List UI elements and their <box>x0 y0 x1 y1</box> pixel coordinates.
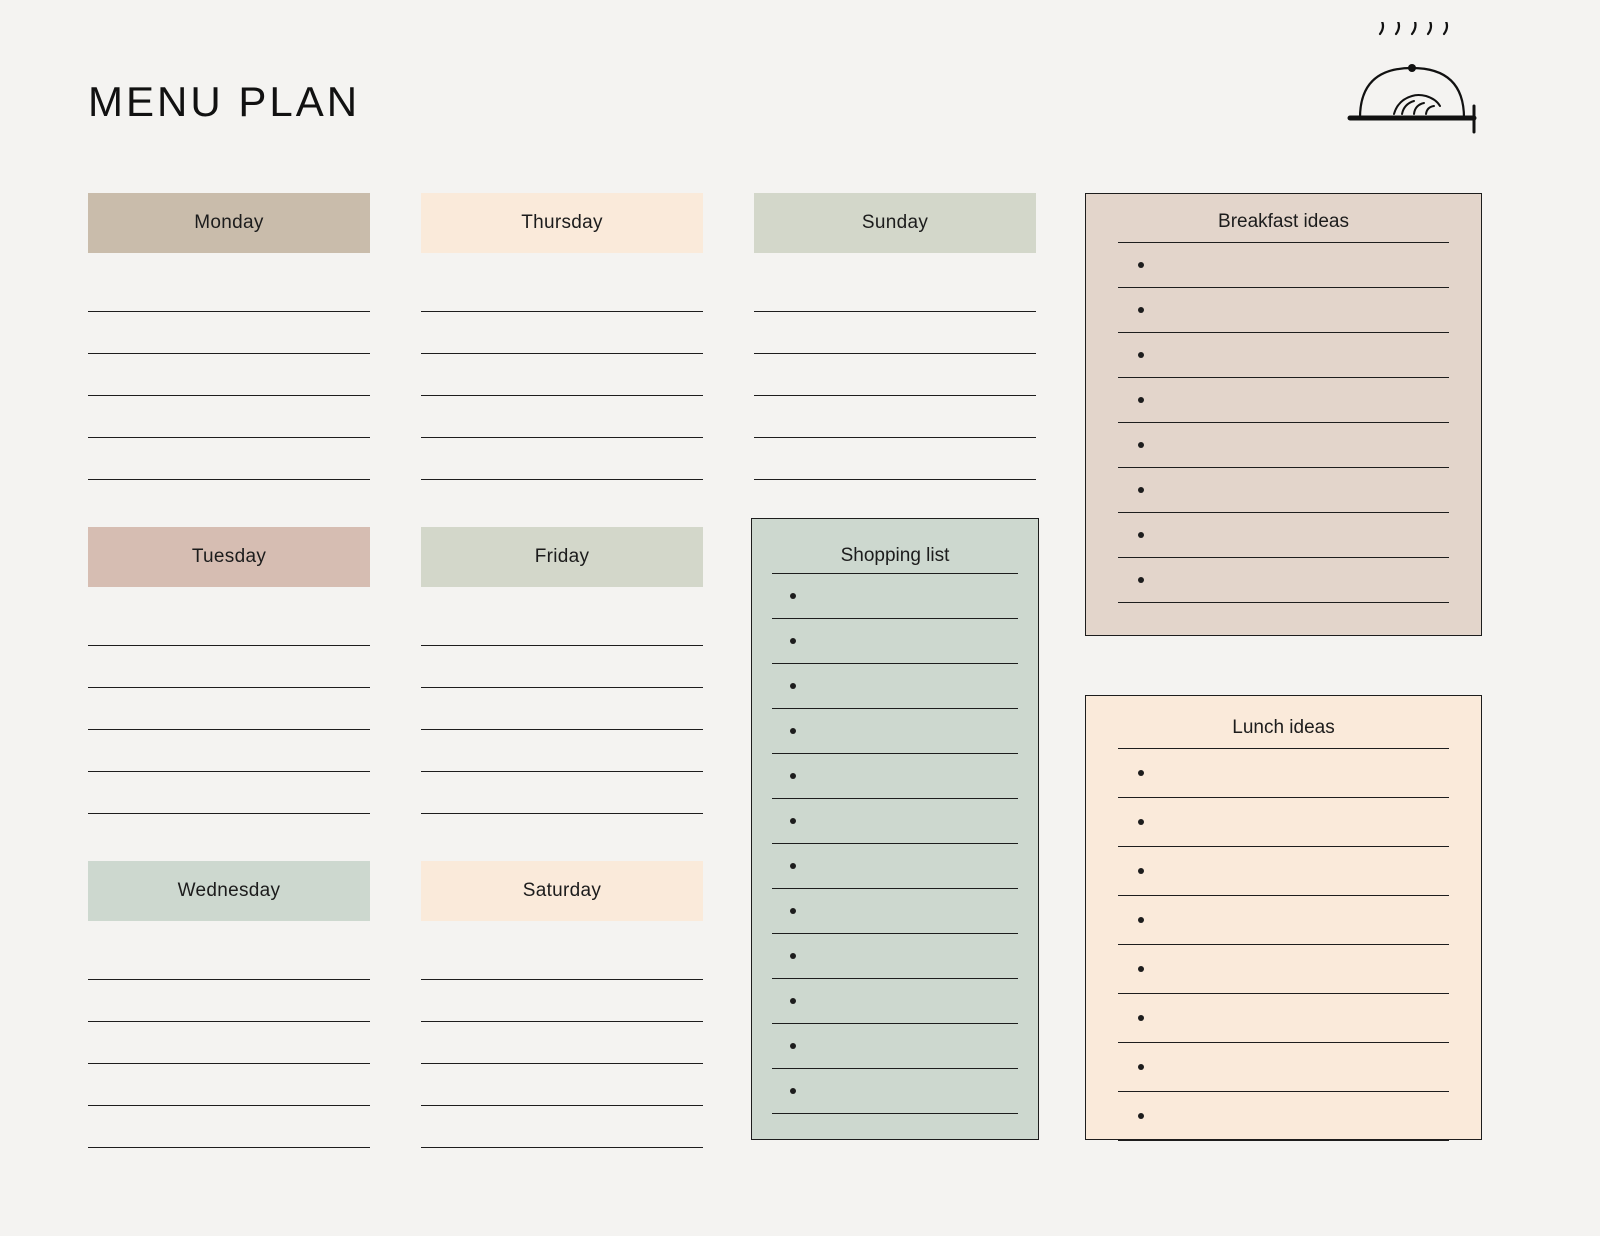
list-item[interactable] <box>1118 378 1449 423</box>
list-item[interactable] <box>1118 558 1449 603</box>
list-item[interactable] <box>1118 1043 1449 1092</box>
list-item[interactable] <box>1118 847 1449 896</box>
day-lines-thursday <box>421 270 703 480</box>
shopping-list-items <box>752 574 1038 1114</box>
write-line[interactable] <box>754 312 1036 354</box>
day-lines-friday <box>421 604 703 814</box>
write-line[interactable] <box>421 1022 703 1064</box>
write-line[interactable] <box>88 604 370 646</box>
list-item[interactable] <box>772 1024 1018 1069</box>
list-item[interactable] <box>1118 749 1449 798</box>
day-column-2 <box>421 193 703 1148</box>
list-item[interactable] <box>1118 994 1449 1043</box>
write-line[interactable] <box>88 646 370 688</box>
write-line[interactable] <box>421 312 703 354</box>
write-line[interactable] <box>421 438 703 480</box>
day-lines-monday <box>88 270 370 480</box>
write-line[interactable] <box>421 730 703 772</box>
list-item[interactable] <box>772 979 1018 1024</box>
day-block-thursday <box>421 193 703 480</box>
list-item[interactable] <box>1118 513 1449 558</box>
list-item[interactable] <box>1118 945 1449 994</box>
day-lines-tuesday <box>88 604 370 814</box>
write-line[interactable] <box>88 396 370 438</box>
list-item[interactable] <box>1118 243 1449 288</box>
shopping-list-panel <box>751 518 1039 1140</box>
write-line[interactable] <box>421 646 703 688</box>
list-item[interactable] <box>772 889 1018 934</box>
write-line[interactable] <box>88 980 370 1022</box>
page-title: MENU PLAN <box>88 78 361 125</box>
list-item[interactable] <box>772 619 1018 664</box>
day-header-wednesday: Wednesday <box>88 861 370 921</box>
write-line[interactable] <box>88 1106 370 1148</box>
list-item[interactable] <box>772 574 1018 619</box>
day-header-sunday: Sunday <box>754 193 1036 253</box>
write-line[interactable] <box>421 980 703 1022</box>
list-item[interactable] <box>772 844 1018 889</box>
day-block-monday <box>88 193 370 480</box>
day-header-friday: Friday <box>421 527 703 587</box>
write-line[interactable] <box>421 1064 703 1106</box>
day-lines-sunday <box>754 270 1036 480</box>
list-item[interactable] <box>772 754 1018 799</box>
lunch-ideas-title: Lunch ideas <box>1232 717 1335 738</box>
list-item[interactable] <box>1118 333 1449 378</box>
day-block-sunday <box>754 193 1036 480</box>
write-line[interactable] <box>88 438 370 480</box>
day-header-thursday: Thursday <box>421 193 703 253</box>
write-line[interactable] <box>421 270 703 312</box>
write-line[interactable] <box>421 604 703 646</box>
write-line[interactable] <box>88 270 370 312</box>
day-lines-saturday <box>421 938 703 1148</box>
lunch-ideas-items <box>1086 749 1481 1141</box>
write-line[interactable] <box>88 730 370 772</box>
write-line[interactable] <box>754 354 1036 396</box>
lunch-ideas-panel <box>1085 695 1482 1140</box>
list-item[interactable] <box>1118 288 1449 333</box>
breakfast-ideas-panel <box>1085 193 1482 636</box>
covered-dish-icon <box>1342 22 1482 142</box>
list-item[interactable] <box>1118 468 1449 513</box>
list-item[interactable] <box>1118 896 1449 945</box>
write-line[interactable] <box>754 438 1036 480</box>
write-line[interactable] <box>754 396 1036 438</box>
day-column-3 <box>754 193 1036 480</box>
list-item[interactable] <box>772 799 1018 844</box>
day-block-saturday <box>421 861 703 1148</box>
list-item[interactable] <box>1118 1092 1449 1141</box>
write-line[interactable] <box>88 354 370 396</box>
day-header-saturday: Saturday <box>421 861 703 921</box>
list-item[interactable] <box>1118 423 1449 468</box>
day-block-wednesday <box>88 861 370 1148</box>
day-block-tuesday <box>88 527 370 814</box>
day-header-monday: Monday <box>88 193 370 253</box>
list-item[interactable] <box>1118 798 1449 847</box>
list-item[interactable] <box>772 1069 1018 1114</box>
breakfast-ideas-items <box>1086 243 1481 603</box>
day-column-1 <box>88 193 370 1148</box>
write-line[interactable] <box>421 772 703 814</box>
list-item[interactable] <box>772 934 1018 979</box>
day-header-tuesday: Tuesday <box>88 527 370 587</box>
list-item[interactable] <box>772 664 1018 709</box>
day-block-friday <box>421 527 703 814</box>
write-line[interactable] <box>421 1106 703 1148</box>
write-line[interactable] <box>421 938 703 980</box>
write-line[interactable] <box>88 938 370 980</box>
write-line[interactable] <box>421 688 703 730</box>
write-line[interactable] <box>421 354 703 396</box>
write-line[interactable] <box>754 270 1036 312</box>
write-line[interactable] <box>88 1022 370 1064</box>
day-lines-wednesday <box>88 938 370 1148</box>
breakfast-ideas-title: Breakfast ideas <box>1218 211 1349 232</box>
write-line[interactable] <box>88 772 370 814</box>
write-line[interactable] <box>88 312 370 354</box>
list-item[interactable] <box>772 709 1018 754</box>
write-line[interactable] <box>88 688 370 730</box>
shopping-list-title: Shopping list <box>840 545 950 566</box>
write-line[interactable] <box>88 1064 370 1106</box>
write-line[interactable] <box>421 396 703 438</box>
